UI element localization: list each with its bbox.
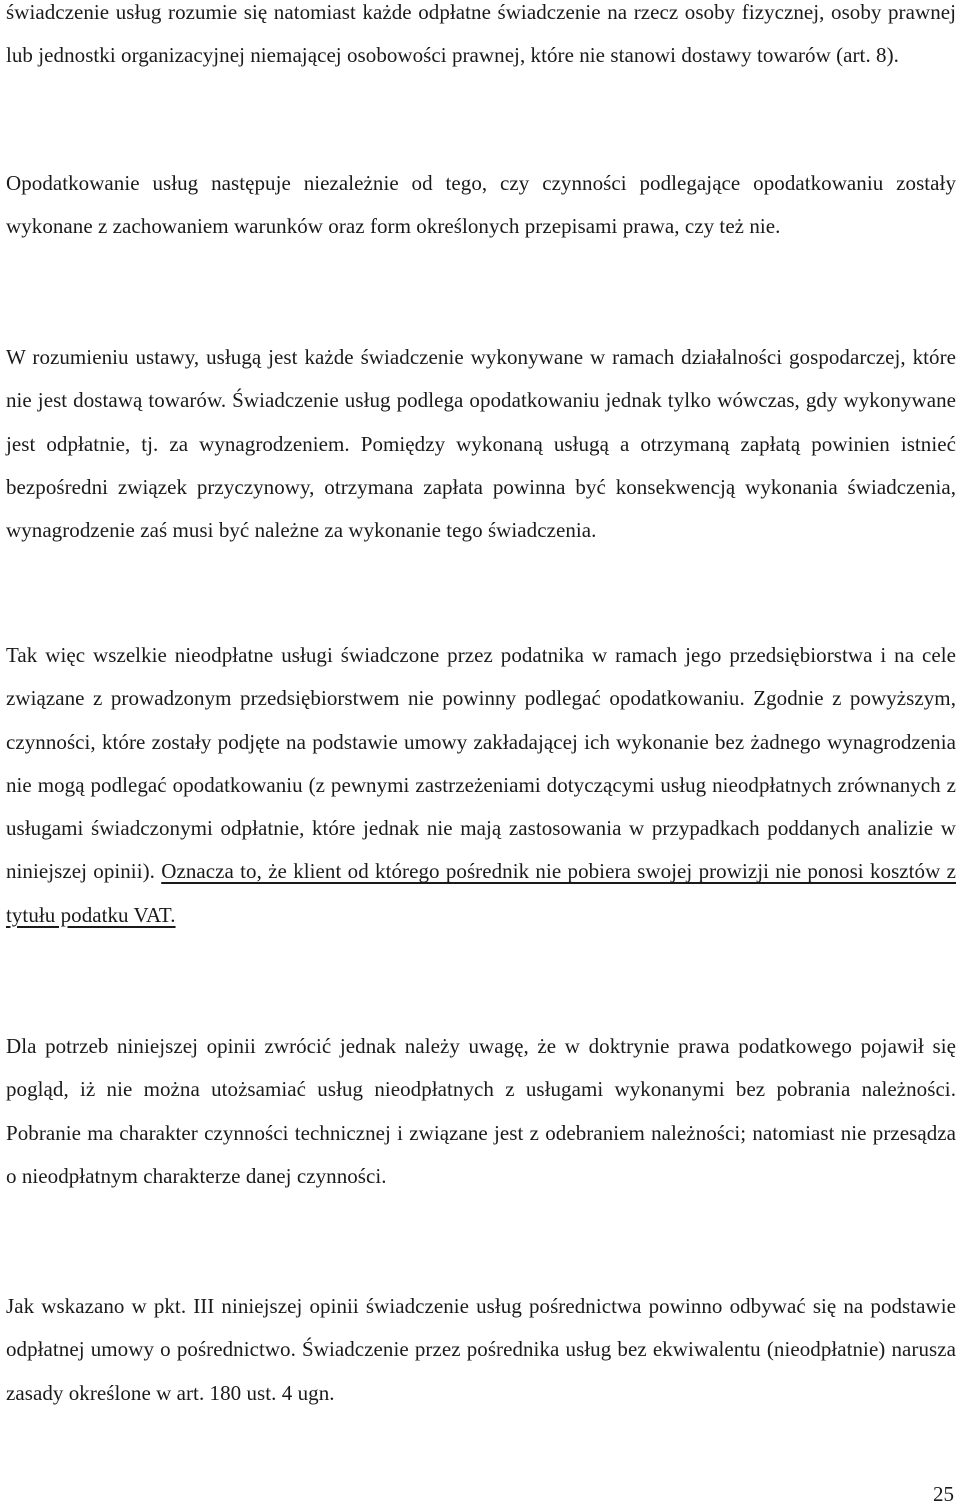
paragraph-6: [6, 1285, 956, 1415]
paragraph-2-text: Opodatkowanie usług następuje niezależnie od tego, czy czynności podlegające opodatkowaniu zostały wykonane z zachowaniem warunków oraz form określonych przepisami prawa, czy też nie.: [6, 171, 956, 239]
paragraph-5: [6, 1025, 956, 1198]
paragraph-4-underlined-text: Oznacza to, że klient od którego pośrednik nie pobiera swojej prowizji nie ponosi kosztów z tytułu podatku VAT.: [6, 859, 956, 927]
paragraph-2: [6, 162, 956, 249]
paragraph-4: [6, 634, 956, 937]
paragraph-6-text: Jak wskazano w pkt. III niniejszej opinii świadczenie usług pośrednictwa powinno odbywać się na podstawie odpłatnej umowy o pośrednictwo. Świadczenie przez pośrednika usług bez ekwiwalentu (nieodpłatnie) narusza zasady określone w art. 180 ust. 4 ugn.: [6, 1294, 956, 1405]
paragraph-3: [6, 336, 956, 552]
paragraph-1-text: świadczenie usług rozumie się natomiast każde odpłatne świadczenie na rzecz osoby fizycznej, osoby prawnej lub jednostki organizacyjnej niemającej osobowości prawnej, które nie stanowi dostawy towarów (art. 8).: [6, 0, 956, 68]
paragraph-5-text: Dla potrzeb niniejszej opinii zwrócić jednak należy uwagę, że w doktrynie prawa podatkowego pojawił się pogląd, iż nie można utożsamiać usług nieodpłatnych z usługami wykonanymi bez pobrania należności. Pobranie ma charakter czynności technicznej i związane jest z odebraniem należności; natomiast nie przesądza o nieodpłatnym charakterze danej czynności.: [6, 1034, 956, 1188]
paragraph-3-text: W rozumieniu ustawy, usługą jest każde świadczenie wykonywane w ramach działalności gospodarczej, które nie jest dostawą towarów. Świadczenie usług podlega opodatkowaniu jednak tylko wówczas, gdy wykonywane jest odpłatnie, tj. za wynagrodzeniem. Pomiędzy wykonaną usługą a otrzymaną zapłatą powinien istnieć bezpośredni związek przyczynowy, otrzymana zapłata powinna być konsekwencją wykonania świadczenia, wynagrodzenie zaś musi być należne za wykonanie tego świadczenia.: [6, 345, 956, 543]
paragraph-1: [6, 0, 956, 78]
page-number: 25: [933, 1482, 954, 1506]
paragraph-4-text: Tak więc wszelkie nieodpłatne usługi świadczone przez podatnika w ramach jego przedsiębiorstwa i na cele związane z prowadzonym przedsiębiorstwem nie powinny podlegać opodatkowaniu. Zgodnie z powyższym, czynności, które zostały podjęte na podstawie umowy zakładającej ich wykonanie bez żadnego wynagrodzenia nie mogą podlegać opodatkowaniu (z pewnymi zastrzeżeniami dotyczącymi usług nieodpłatnych zrównanych z usługami świadczonymi odpłatnie, które jednak nie mają zastosowania w przypadkach poddanych analizie w niniejszej opinii).: [6, 643, 956, 884]
